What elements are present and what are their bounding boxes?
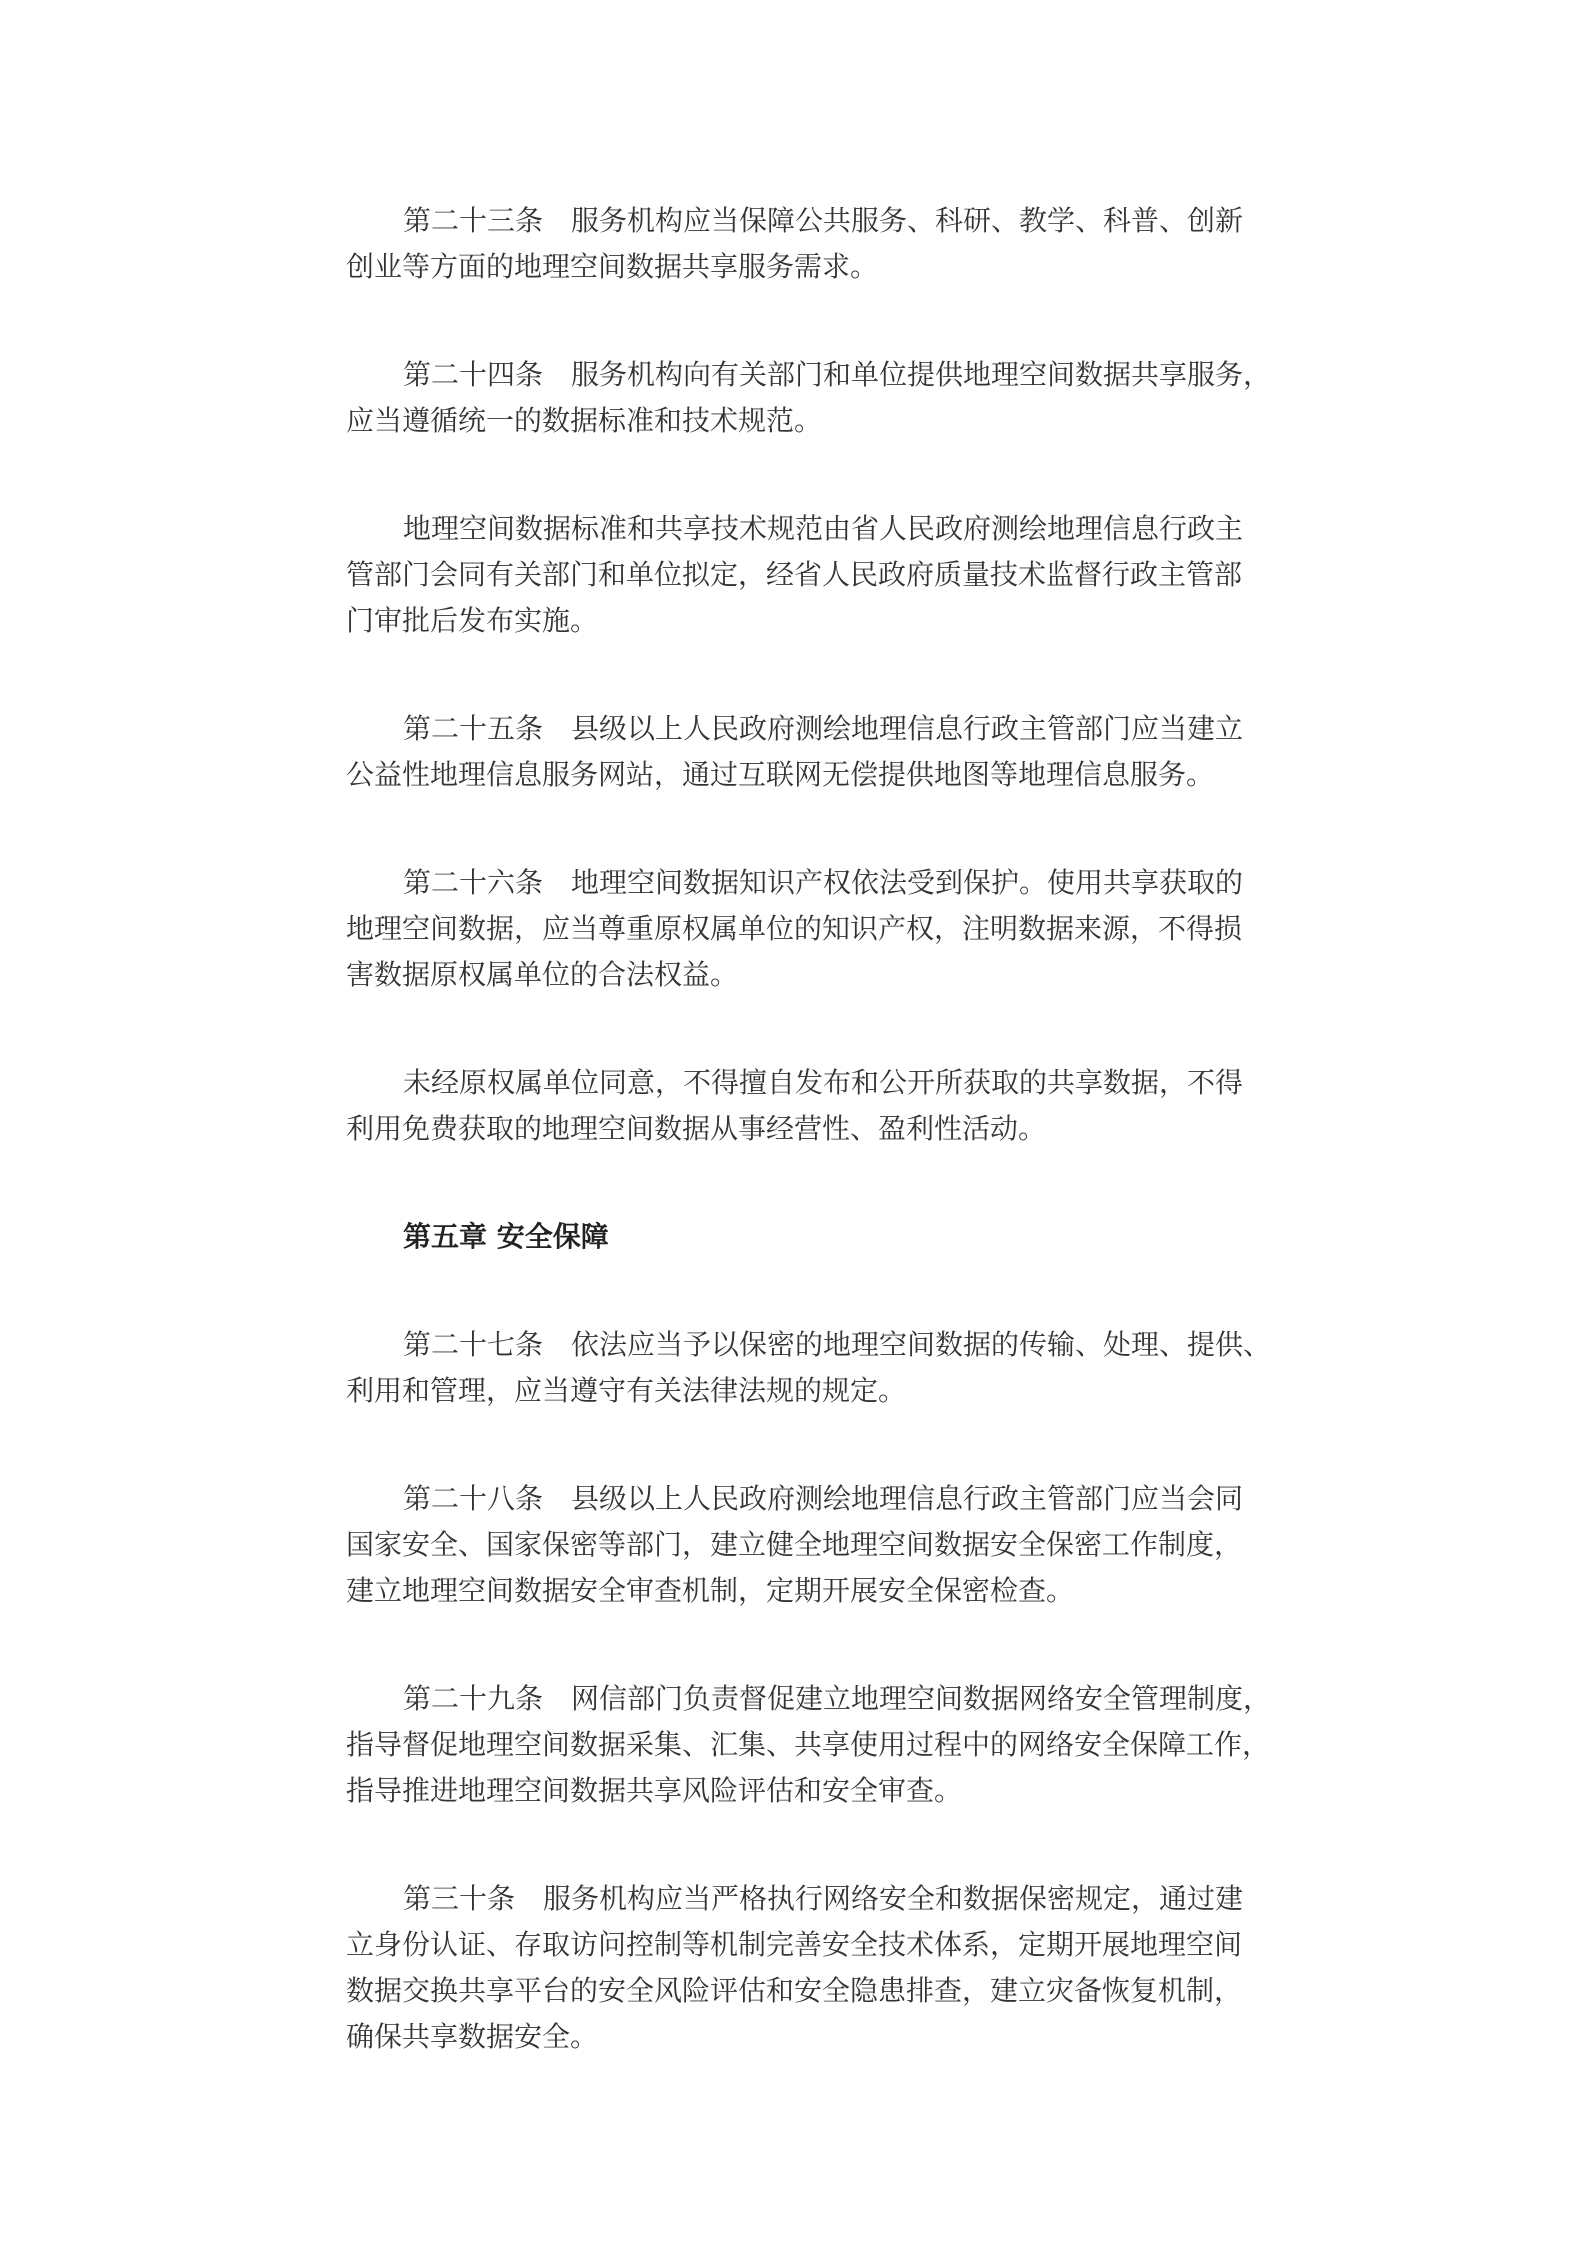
text-line: 第五章 安全保障 — [403, 1220, 609, 1253]
text-line: 数据交换共享平台的安全风险评估和安全隐患排查，建立灾备恢复机制， — [346, 1974, 1243, 2007]
text-line: 应当遵循统一的数据标准和技术规范。 — [346, 404, 823, 437]
text-line: 第二十四条 服务机构向有关部门和单位提供地理空间数据共享服务， — [403, 358, 1272, 391]
document-body — [346, 198, 1272, 2122]
text-line: 公益性地理信息服务网站，通过互联网无偿提供地图等地理信息服务。 — [346, 758, 1215, 791]
text-line: 建立地理空间数据安全审查机制，定期开展安全保密检查。 — [346, 1574, 1075, 1607]
text-line: 国家安全、国家保密等部门，建立健全地理空间数据安全保密工作制度， — [346, 1528, 1243, 1561]
article-paragraph — [346, 506, 1246, 644]
text-line: 指导推进地理空间数据共享风险评估和安全审查。 — [346, 1774, 963, 1807]
text-line: 地理空间数据，应当尊重原权属单位的知识产权，注明数据来源，不得损 — [346, 912, 1243, 945]
text-line: 创业等方面的地理空间数据共享服务需求。 — [346, 250, 879, 283]
text-line: 第二十三条 服务机构应当保障公共服务、科研、教学、科普、创新 — [403, 204, 1244, 237]
text-line: 利用免费获取的地理空间数据从事经营性、盈利性活动。 — [346, 1112, 1047, 1145]
text-line: 门审批后发布实施。 — [346, 604, 599, 637]
text-line: 害数据原权属单位的合法权益。 — [346, 958, 739, 991]
text-line: 管部门会同有关部门和单位拟定，经省人民政府质量技术监督行政主管部 — [346, 558, 1243, 591]
article-paragraph — [346, 706, 1246, 798]
text-line: 第二十五条 县级以上人民政府测绘地理信息行政主管部门应当建立 — [403, 712, 1244, 745]
chapter-heading — [346, 1214, 1246, 1260]
text-line: 第二十九条 网信部门负责督促建立地理空间数据网络安全管理制度， — [403, 1682, 1272, 1715]
article-paragraph — [346, 1476, 1246, 1614]
text-line: 第二十七条 依法应当予以保密的地理空间数据的传输、处理、提供、 — [403, 1328, 1272, 1361]
article-paragraph — [346, 860, 1246, 998]
article-paragraph — [346, 1676, 1272, 1814]
text-line: 未经原权属单位同意，不得擅自发布和公开所获取的共享数据，不得 — [403, 1066, 1244, 1099]
article-paragraph — [346, 1322, 1272, 1414]
text-line: 第二十八条 县级以上人民政府测绘地理信息行政主管部门应当会同 — [403, 1482, 1244, 1515]
text-line: 立身份认证、存取访问控制等机制完善安全技术体系，定期开展地理空间 — [346, 1928, 1243, 1961]
text-line: 指导督促地理空间数据采集、汇集、共享使用过程中的网络安全保障工作， — [346, 1728, 1271, 1761]
article-paragraph — [346, 1876, 1246, 2060]
article-paragraph — [346, 352, 1272, 444]
text-line: 利用和管理，应当遵守有关法律法规的规定。 — [346, 1374, 907, 1407]
text-line: 第二十六条 地理空间数据知识产权依法受到保护。使用共享获取的 — [403, 866, 1244, 899]
article-paragraph — [346, 1060, 1246, 1152]
text-line: 确保共享数据安全。 — [346, 2020, 599, 2053]
text-line: 第三十条 服务机构应当严格执行网络安全和数据保密规定，通过建 — [403, 1882, 1244, 1915]
article-paragraph — [346, 198, 1246, 290]
text-line: 地理空间数据标准和共享技术规范由省人民政府测绘地理信息行政主 — [403, 512, 1244, 545]
